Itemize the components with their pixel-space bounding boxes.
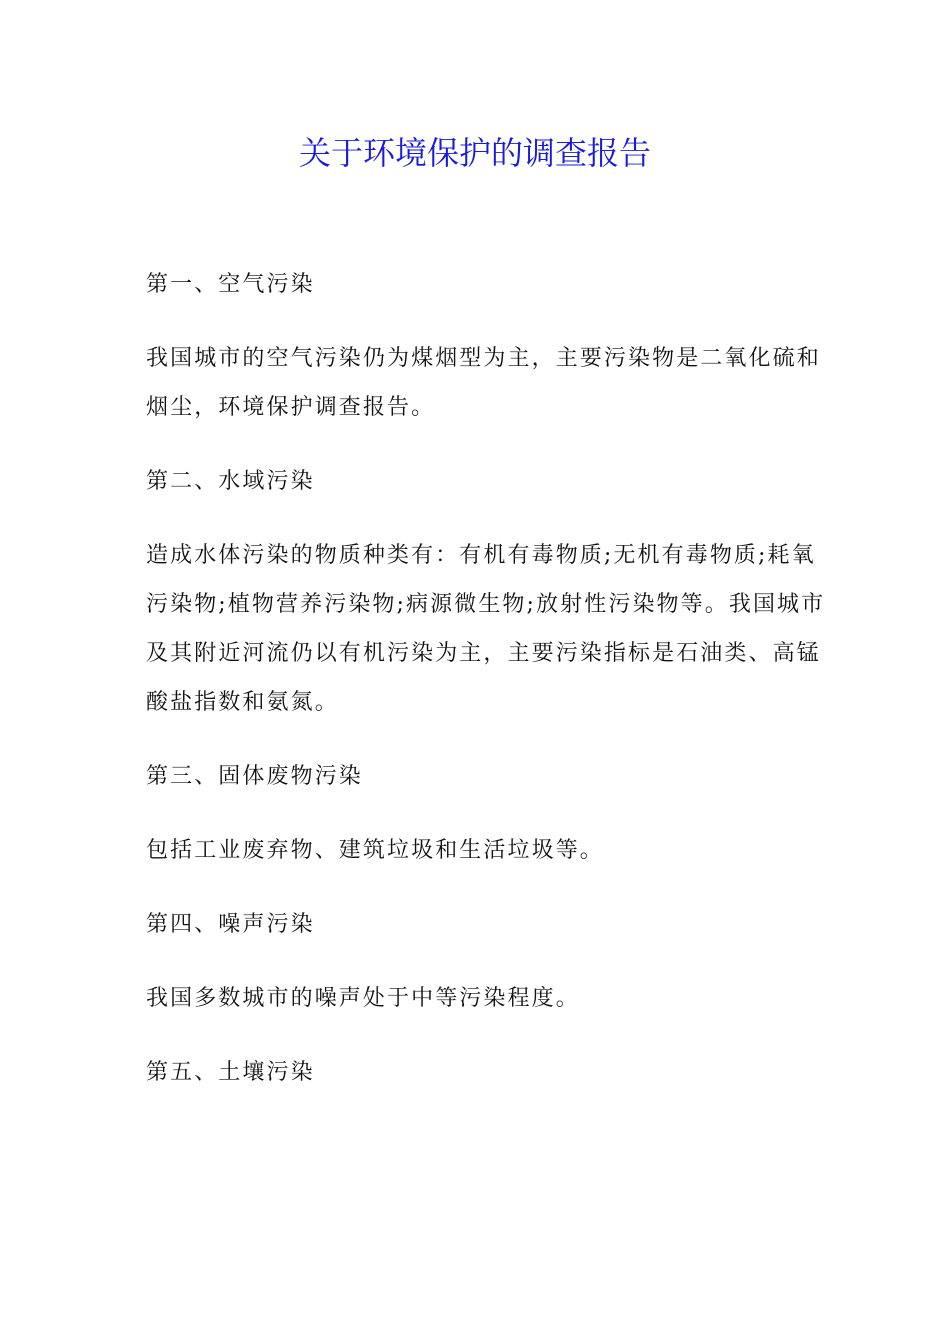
section-heading-soil: 第五、土壤污染 (146, 1060, 315, 1085)
document-title: 关于环境保护的调查报告 (298, 134, 651, 172)
section-heading-water: 第二、水域污染 (146, 469, 315, 494)
paragraph-noise: 我国多数城市的噪声处于中等污染程度。 (146, 986, 580, 1011)
section-heading-solid-waste: 第三、固体废物污染 (146, 764, 363, 789)
document-body (146, 260, 826, 1122)
section-heading-noise: 第四、噪声污染 (146, 912, 315, 937)
paragraph-water: 造成水体污染的物质种类有：有机有毒物质;无机有毒物质;耗氧污染物;植物营养污染物;病源微生物;放射性污染物等。我国城市及其附近河流仍以有机污染为主，主要污染指标是石油类、高锰酸盐指数和氨氮。 (146, 543, 826, 715)
section-heading-air: 第一、空气污染 (146, 272, 315, 297)
paragraph-solid-waste: 包括工业废弃物、建筑垃圾和生活垃圾等。 (146, 838, 604, 863)
paragraph-air: 我国城市的空气污染仍为煤烟型为主，主要污染物是二氧化硫和烟尘，环境保护调查报告。 (146, 346, 821, 420)
